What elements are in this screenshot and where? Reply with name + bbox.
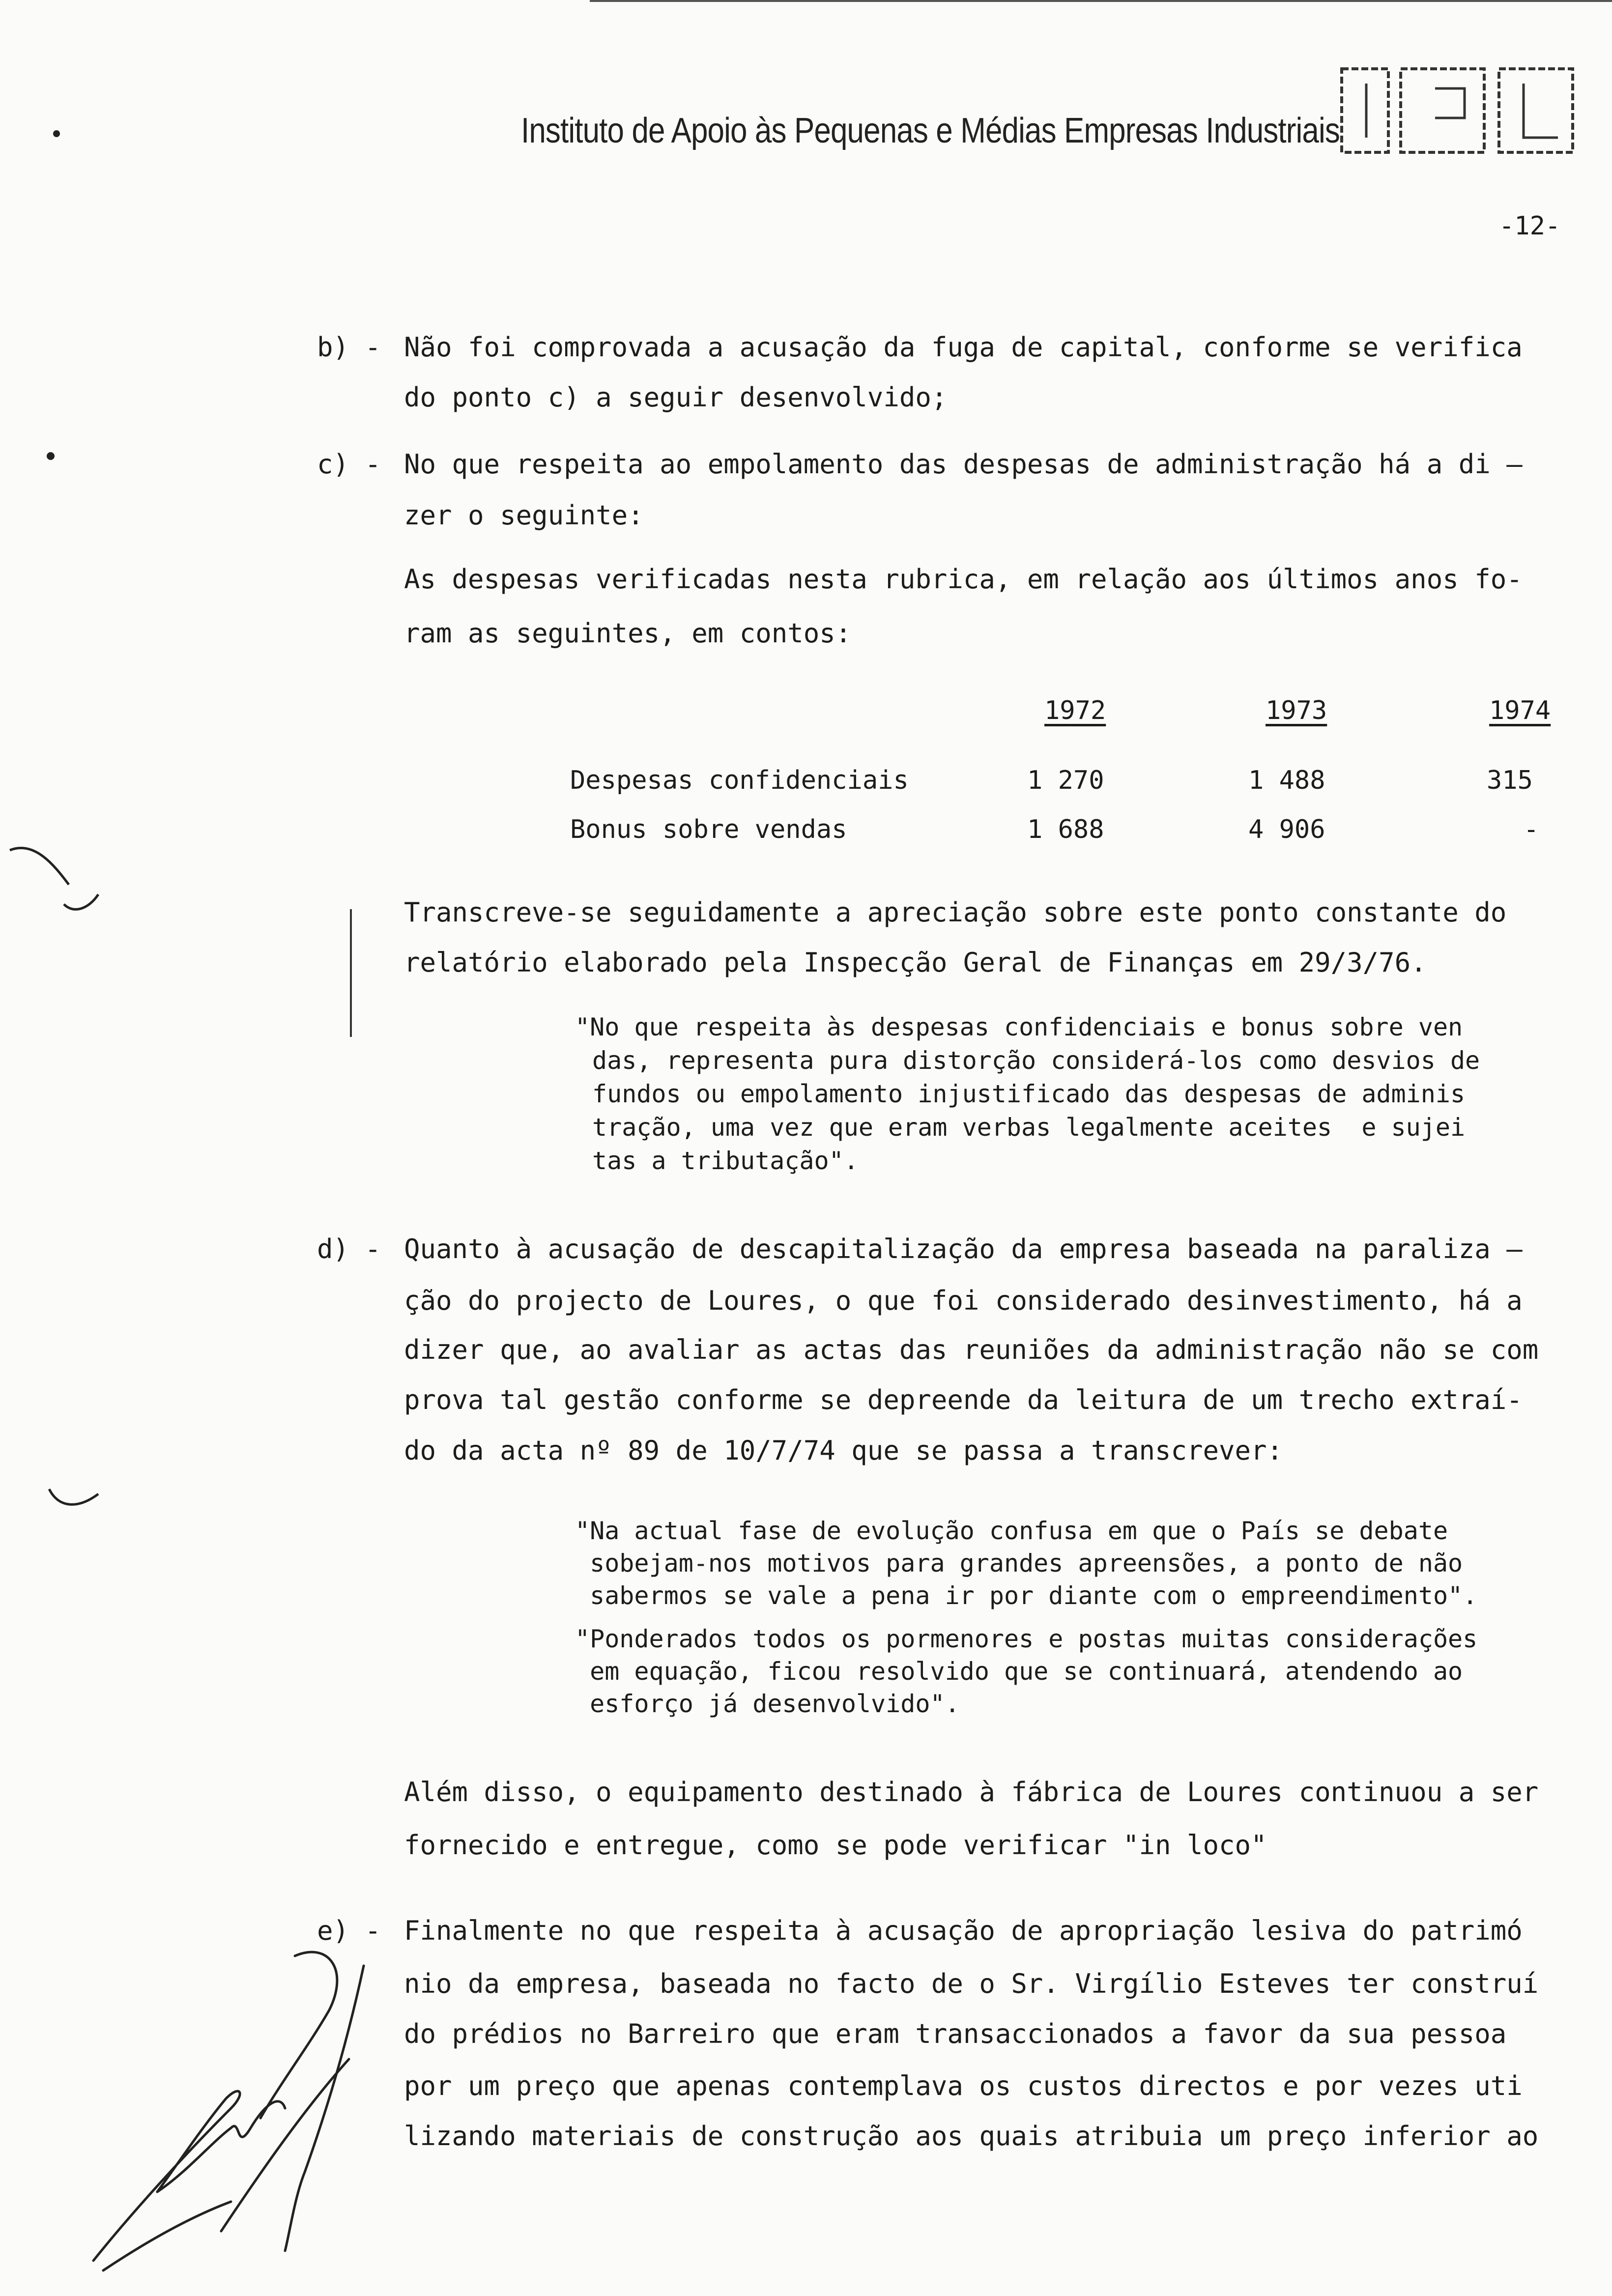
table-cell: 1 488 <box>1248 766 1325 795</box>
item-e-line: por um preço que apenas contemplava os custos directos e por vezes uti <box>404 2070 1523 2101</box>
item-d-line: prova tal gestão conforme se depreende da leitura de um trecho extraí- <box>404 1384 1523 1415</box>
item-c-line: zer o seguinte: <box>404 500 644 531</box>
quote-line: "Na actual fase de evolução confusa em que o País se debate <box>575 1517 1448 1545</box>
quote-line: fundos ou empolamento injustificado das despesas de adminis <box>592 1080 1466 1108</box>
top-rule <box>590 0 1612 2</box>
item-e-line: Finalmente no que respeita à acusação de apropriação lesiva do patrimó <box>404 1915 1523 1946</box>
quote-line: sabermos se vale a pena ir por diante com o empreendimento". <box>575 1581 1478 1610</box>
item-c-after: relatório elaborado pela Inspecção Geral de Finanças em 29/3/76. <box>404 947 1427 978</box>
quote-line: "No que respeita às despesas confidenciais e bonus sobre ven <box>575 1013 1463 1041</box>
quote-line: em equação, ficou resolvido que se continuará, atendendo ao <box>575 1657 1463 1686</box>
item-c-line: No que respeita ao empolamento das despesas de administração há a di – <box>404 449 1523 480</box>
item-e-marker: e) - <box>317 1915 381 1946</box>
quote-line: das, representa pura distorção considerá-los como desvios de <box>592 1046 1480 1075</box>
item-e-line: nio da empresa, baseada no facto de o Sr. Virgílio Esteves ter construí <box>404 1968 1539 1999</box>
item-e-line: do prédios no Barreiro que eram transaccionados a favor da sua pessoa <box>404 2018 1507 2049</box>
quote-line: tração, uma vez que eram verbas legalmente aceites e sujei <box>592 1113 1466 1142</box>
year-header: 1973 <box>1266 696 1327 725</box>
quote-line: tas a tributação". <box>592 1147 859 1175</box>
item-d-after: Além disso, o equipamento destinado à fábrica de Loures continuou a ser <box>404 1777 1539 1808</box>
table-cell: 4 906 <box>1248 815 1325 844</box>
table-cell: 1 270 <box>1027 766 1104 795</box>
item-d-after: fornecido e entregue, como se pode verificar "in loco" <box>404 1830 1267 1861</box>
scan-edge-marks <box>0 811 118 1548</box>
quote-line: sobejam-nos motivos para grandes apreensões, a ponto de não <box>575 1549 1463 1578</box>
item-c-para: As despesas verificadas nesta rubrica, em relação aos últimos anos fo- <box>404 564 1523 595</box>
table-row-label: Despesas confidenciais <box>570 766 909 795</box>
item-d-line: dizer que, ao avaliar as actas das reuniões da administração não se com <box>404 1334 1539 1365</box>
scan-dot <box>47 452 55 460</box>
table-cell: 1 688 <box>1027 815 1104 844</box>
institute-header: Instituto de Apoio às Pequenas e Médias Empresas Industriais <box>521 111 1340 150</box>
item-b-line: Não foi comprovada a acusação da fuga de capital, conforme se verifica <box>404 332 1523 363</box>
quote-line: "Ponderados todos os pormenores e postas muitas considerações <box>575 1625 1478 1653</box>
table-cell: 315 <box>1487 766 1533 795</box>
page-number: -12- <box>1499 211 1561 241</box>
scan-dot <box>53 130 60 137</box>
item-b-marker: b) - <box>317 332 381 363</box>
table-cell: - <box>1524 815 1539 844</box>
item-b-line: do ponto c) a seguir desenvolvido; <box>404 382 948 413</box>
margin-mark <box>350 909 352 1037</box>
table-row-label: Bonus sobre vendas <box>570 815 847 844</box>
item-d-marker: d) - <box>317 1234 381 1264</box>
year-header: 1974 <box>1489 696 1551 725</box>
item-d-line: do da acta nº 89 de 10/7/74 que se passa a transcrever: <box>404 1435 1283 1466</box>
item-c-marker: c) - <box>317 449 381 480</box>
item-c-after: Transcreve-se seguidamente a apreciação sobre este ponto constante do <box>404 897 1507 928</box>
ipmei-logo <box>1337 64 1578 157</box>
item-c-para: ram as seguintes, em contos: <box>404 618 852 649</box>
item-d-line: Quanto à acusação de descapitalização da empresa baseada na paraliza – <box>404 1234 1523 1264</box>
handwritten-signature <box>74 1897 418 2280</box>
item-e-line: lizando materiais de construção aos quais atribuia um preço inferior ao <box>404 2121 1539 2152</box>
year-header: 1972 <box>1044 696 1106 725</box>
quote-line: esforço já desenvolvido". <box>575 1690 960 1718</box>
item-d-line: ção do projecto de Loures, o que foi considerado desinvestimento, há a <box>404 1285 1523 1316</box>
